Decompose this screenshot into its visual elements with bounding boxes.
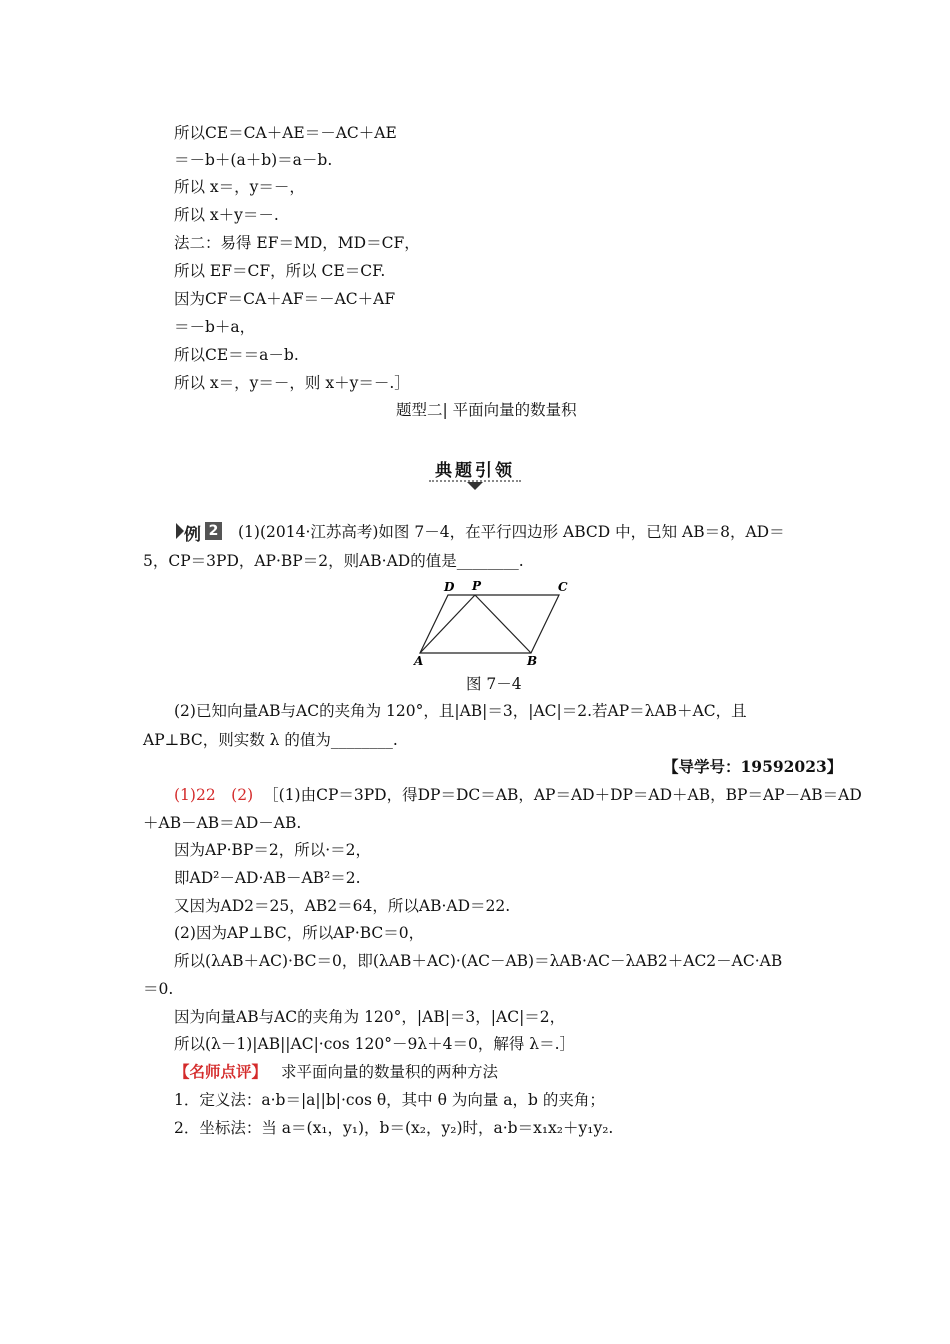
answer-line-4: 即AD²－AD·AB－AB²＝2. xyxy=(174,869,361,887)
guide-number: 【导学号：19592023】 xyxy=(663,757,843,776)
solution-line-10: 所以 x＝，y＝－，则 x＋y＝－.］ xyxy=(174,374,410,392)
method-2: 2．坐标法：当 a＝(x₁，y₁)，b＝(x₂，y₂)时，a·b＝x₁x₂＋y₁y₂. xyxy=(174,1119,614,1137)
example-arrow-icon xyxy=(176,523,184,539)
segment-ap xyxy=(420,595,475,653)
critique-tag: 【名师点评】 xyxy=(174,1062,268,1081)
example-banner xyxy=(425,456,525,486)
solution-line-1: 所以CE＝CA＋AE＝－AC＋AE xyxy=(174,124,397,142)
answer-line-1 xyxy=(174,785,862,805)
solution-line-9: 所以CE＝＝a－b. xyxy=(174,346,299,364)
example-tag-word: 例 xyxy=(184,525,201,545)
figure-caption: 图 7－4 xyxy=(466,675,522,693)
solution-line-7: 因为CF＝CA＋AF＝－AC＋AF xyxy=(174,290,396,308)
label-b: B xyxy=(527,654,538,667)
question-1-line-2: 5，CP＝3PD，AP·BP＝2，则AB·AD的值是________. xyxy=(143,552,524,570)
solution-line-5: 法二：易得 EF＝MD，MD＝CF， xyxy=(174,234,420,252)
label-d: D xyxy=(444,580,455,594)
answer-line-5: 又因为AD2＝25，AB2＝64，所以AB·AD＝22. xyxy=(174,897,511,915)
answer-line-1-rest: ［(1)由CP＝3PD，得DP＝DC＝AB，AP＝AD＋DP＝AD＋AB，BP＝AP－AB＝AD xyxy=(263,786,862,804)
label-c: C xyxy=(558,580,568,594)
section-title: 题型二| 平面向量的数量积 xyxy=(396,401,577,419)
parallelogram-abcd xyxy=(420,595,559,653)
label-a: A xyxy=(414,654,424,667)
answer-line-2: ＋AB－AB＝AD－AB. xyxy=(143,814,302,832)
example-tag-number: 2 xyxy=(205,522,222,540)
question-1-line-1: (1)(2014·江苏高考)如图 7－4，在平行四边形 ABCD 中，已知 AB＝8，AD＝ xyxy=(238,523,785,541)
parallelogram-figure xyxy=(408,575,568,667)
example-tag xyxy=(172,520,224,545)
solution-line-8: ＝－b＋a， xyxy=(174,318,256,336)
solution-line-4: 所以 x＋y＝－. xyxy=(174,206,279,224)
method-1: 1．定义法：a·b＝|a||b|·cos θ，其中 θ 为向量 a，b 的夹角； xyxy=(174,1091,605,1109)
segment-bp xyxy=(475,595,531,653)
solution-line-6: 所以 EF＝CF，所以 CE＝CF. xyxy=(174,262,386,280)
question-2-line-1: (2)已知向量AB与AC的夹角为 120°，且|AB|＝3，|AC|＝2.若AP＝λAB＋AC，且 xyxy=(174,702,747,720)
answer-line-7: 所以(λAB＋AC)·BC＝0，即(λAB＋AC)·(AC－AB)＝λAB·AC－λAB2＋AC2－AC·AB xyxy=(174,952,783,970)
answer-line-8: ＝0. xyxy=(143,980,174,998)
answer-line-9: 因为向量AB与AC的夹角为 120°，|AB|＝3，|AC|＝2， xyxy=(174,1008,566,1026)
solution-line-3: 所以 x＝，y＝－， xyxy=(174,178,305,196)
banner-down-arrow-icon xyxy=(467,482,483,490)
critique-header xyxy=(174,1062,498,1082)
answer-key: (1)22 (2) xyxy=(174,786,254,804)
answer-line-6: (2)因为AP⊥BC，所以AP·BC＝0， xyxy=(174,924,425,942)
solution-line-2: ＝－b＋(a＋b)＝a－b. xyxy=(174,151,333,169)
answer-line-3: 因为AP·BP＝2，所以·＝2， xyxy=(174,841,372,859)
question-2-line-2: AP⊥BC，则实数 λ 的值为________. xyxy=(143,731,398,749)
critique-title: 求平面向量的数量积的两种方法 xyxy=(281,1063,499,1081)
banner-text: 典题引领 xyxy=(435,461,515,481)
answer-line-10: 所以(λ－1)|AB||AC|·cos 120°－9λ＋4＝0，解得 λ＝.］ xyxy=(174,1035,576,1053)
label-p: P xyxy=(472,579,482,593)
